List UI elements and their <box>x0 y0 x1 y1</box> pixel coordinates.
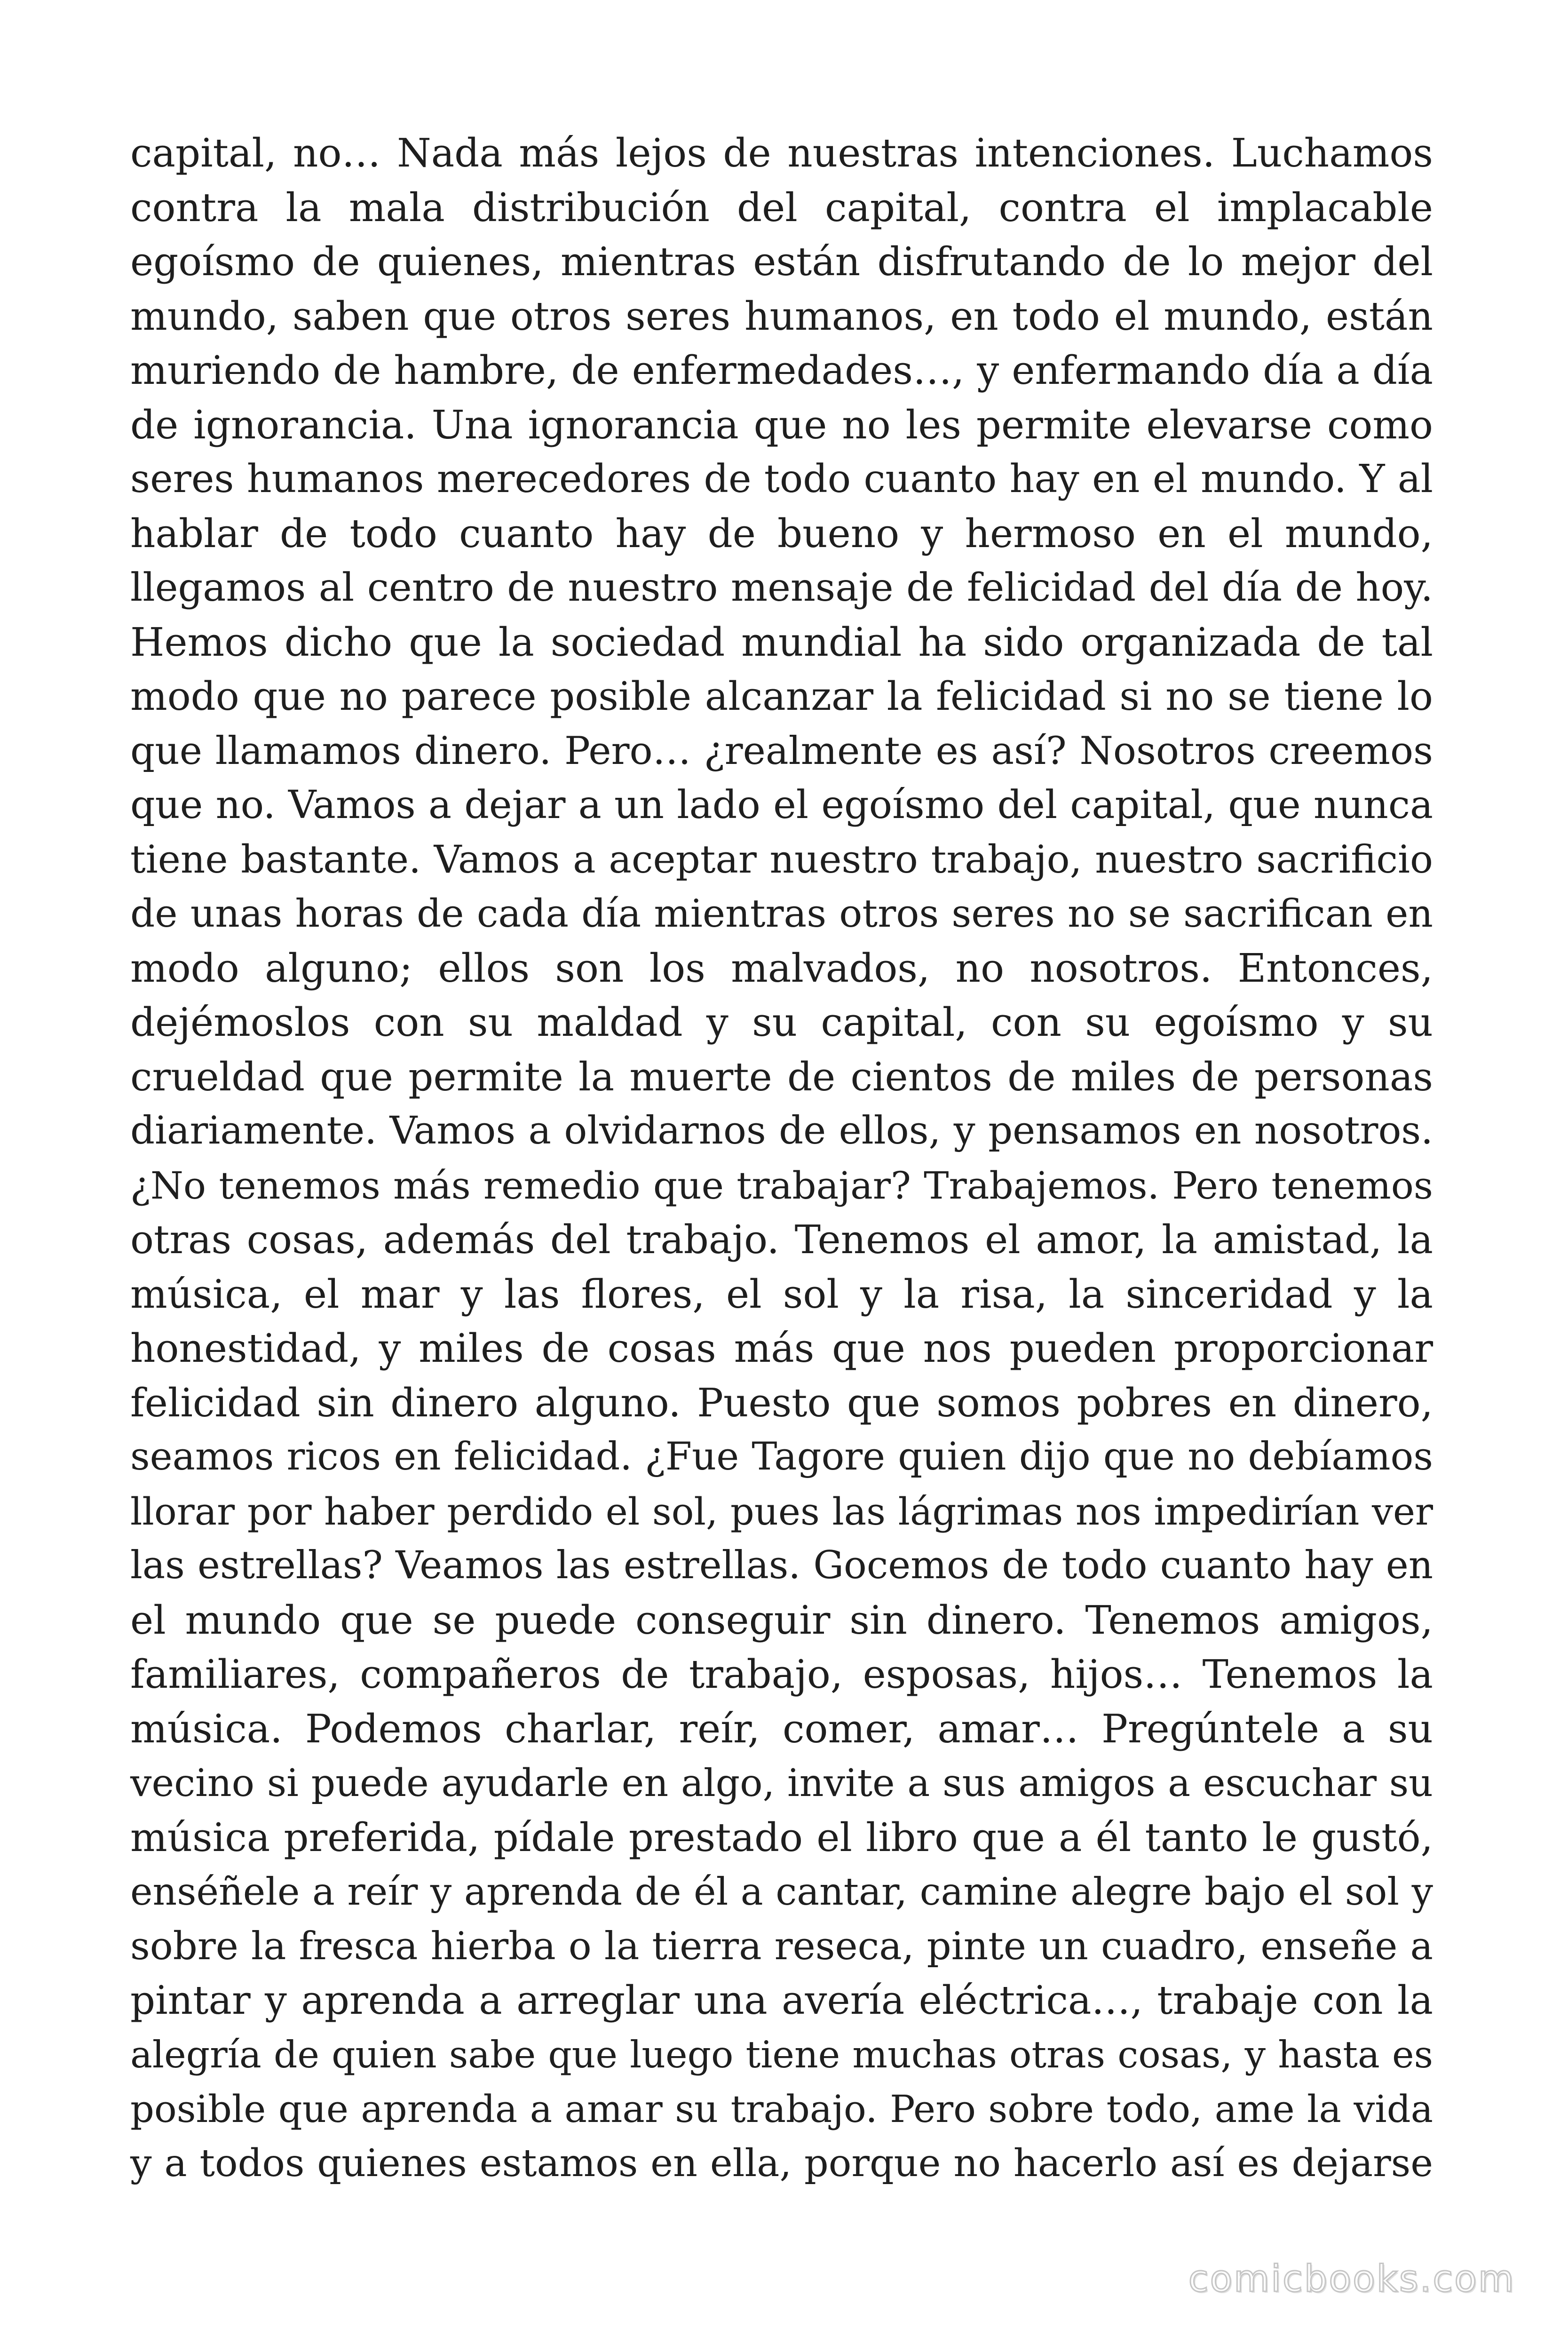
text-line: diariamente. Vamos a olvidarnos de ellos, y pensamos en nosotros. <box>130 1109 1433 1153</box>
text-line: dejémoslos con su maldad y su capital, con su egoísmo y su <box>130 1000 1433 1045</box>
text-line: que no. Vamos a dejar a un lado el egoísmo del capital, que nunca <box>130 783 1433 827</box>
text-line: mundo, saben que otros seres humanos, en todo el mundo, están <box>130 293 1433 339</box>
text-line: crueldad que permite la muerte de cientos de miles de personas <box>130 1054 1433 1100</box>
text-line: muriendo de hambre, de enfermedades…, y enfermando día a día <box>130 348 1433 393</box>
text-line: seamos ricos en felicidad. ¿Fue Tagore quien dijo que no debíamos <box>130 1435 1433 1479</box>
text-line: familiares, compañeros de trabajo, esposas, hijos… Tenemos la <box>130 1652 1433 1697</box>
text-line: vecino si puede ayudarle en algo, invite a sus amigos a escuchar su <box>130 1761 1433 1805</box>
text-line: modo que no parece posible alcanzar la felicidad si no se tiene lo <box>130 674 1433 719</box>
text-line: enséñele a reír y aprenda de él a cantar, camine alegre bajo el sol y <box>130 1869 1433 1914</box>
text-line: llegamos al centro de nuestro mensaje de felicidad del día de hoy. <box>130 565 1433 610</box>
watermark: comicbooks.com <box>1188 2258 1515 2300</box>
text-line: música preferida, pídale prestado el libro que a él tanto le gustó, <box>130 1814 1433 1860</box>
text-line: el mundo que se puede conseguir sin dinero. Tenemos amigos, <box>130 1597 1433 1643</box>
body-text <box>130 126 1433 2191</box>
text-line: alegría de quien sabe que luego tiene muchas otras cosas, y hasta es <box>130 2033 1433 2076</box>
text-line: llorar por haber perdido el sol, pues las lágrimas nos impedirían ver <box>130 1489 1433 1534</box>
text-line: otras cosas, además del trabajo. Tenemos el amor, la amistad, la <box>130 1217 1433 1263</box>
text-line: pintar y aprenda a arreglar una avería eléctrica…, trabaje con la <box>130 1978 1433 2023</box>
text-line: de unas horas de cada día mientras otros seres no se sacrifican en <box>130 891 1433 936</box>
text-line: tiene bastante. Vamos a aceptar nuestro trabajo, nuestro sacrificio <box>130 837 1433 882</box>
text-line: y a todos quienes estamos en ella, porque no hacerlo así es dejarse <box>130 2141 1433 2185</box>
text-line: música. Podemos charlar, reír, comer, amar… Pregúntele a su <box>130 1706 1433 1752</box>
text-line: contra la mala distribución del capital, contra el implacable <box>130 184 1433 230</box>
text-line: Hemos dicho que la sociedad mundial ha sido organizada de tal <box>130 619 1433 665</box>
text-line: sobre la fresca hierba o la tierra reseca, pinte un cuadro, enseñe a <box>130 1923 1433 1969</box>
text-line: egoísmo de quienes, mientras están disfrutando de lo mejor del <box>130 239 1433 285</box>
text-line: capital, no… Nada más lejos de nuestras intenciones. Luchamos <box>130 130 1433 176</box>
text-line: de ignorancia. Una ignorancia que no les permite elevarse como <box>130 402 1433 448</box>
text-line: felicidad sin dinero alguno. Puesto que somos pobres en dinero, <box>130 1380 1433 1426</box>
text-line: las estrellas? Veamos las estrellas. Gocemos de todo cuanto hay en <box>130 1543 1433 1588</box>
text-line: modo alguno; ellos son los malvados, no nosotros. Entonces, <box>130 945 1433 991</box>
text-line: seres humanos merecedores de todo cuanto hay en el mundo. Y al <box>130 457 1433 501</box>
text-line: honestidad, y miles de cosas más que nos pueden proporcionar <box>130 1326 1433 1371</box>
text-line: hablar de todo cuanto hay de bueno y hermoso en el mundo, <box>130 510 1433 556</box>
text-line: posible que aprenda a amar su trabajo. Pero sobre todo, ame la vida <box>130 2087 1433 2131</box>
text-line: ¿No tenemos más remedio que trabajar? Trabajemos. Pero tenemos <box>130 1163 1433 1208</box>
text-line: música, el mar y las flores, el sol y la risa, la sinceridad y la <box>130 1271 1433 1317</box>
text-line: que llamamos dinero. Pero… ¿realmente es así? Nosotros creemos <box>130 728 1433 773</box>
